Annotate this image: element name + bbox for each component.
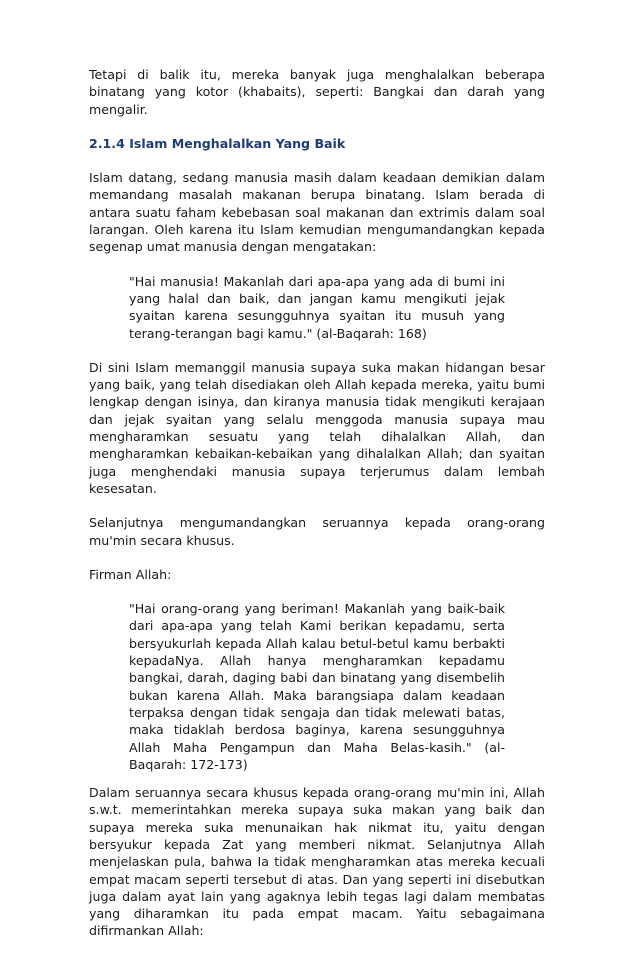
quran-quote: "Hai orang-orang yang beriman! Makanlah yang baik-baik dari apa-apa yang telah Kami berikan kepadamu, serta bersyukurlah kepada Allah kalau betul-betul kamu berbakti kepadaNya. Allah hanya mengharamkan kepadamu bangkai, darah, daging babi dan binatang yang disembelih bukan karena Allah. Maka barangsiapa dalam keadaan terpaksa dengan tidak sengaja dan tidak melewati batas, maka tidaklah berdosa baginya, karena sesungguhnya Allah Maha Pengampun dan Maha Belas-kasih." (al-Baqarah: 172-173) (129, 601, 505, 772)
spacer (89, 774, 545, 784)
body-paragraph: Dalam seruannya secara khusus kepada orang-orang mu'min ini, Allah s.w.t. memerintahkan mereka supaya suka makan yang baik dan supaya mereka suka menunaikan hak nikmat itu, yaitu dengan bersyukur kepada Zat yang memberi nikmat. Selanjutnya Allah menjelaskan pula, bahwa Ia tidak mengharamkan atas mereka kecuali empat macam seperti tersebut di atas. Dan yang seperti ini disebutkan juga dalam ayat lain yang agaknya lebih tegas lagi dalam membatas yang diharamkan itu pada empat macam. Yaitu sebagaimana difirmankan Allah: (89, 785, 545, 939)
body-paragraph: Islam datang, sedang manusia masih dalam keadaan demikian dalam memandang masalah makanan berupa binatang. Islam berada di antara suatu faham kebebasan soal makanan dan extrimis dalam soal larangan. Oleh karena itu Islam kemudian mengumandangkan kepada segenap umat manusia dengan mengatakan: (89, 170, 545, 255)
section-heading: 2.1.4 Islam Menghalalkan Yang Baik (89, 135, 346, 151)
document-page (89, 66, 545, 957)
intro-paragraph: Tetapi di balik itu, mereka banyak juga menghalalkan beberapa binatang yang kotor (khabaits), seperti: Bangkai dan darah yang mengalir. (89, 67, 545, 117)
body-paragraph: Di sini Islam memanggil manusia supaya suka makan hidangan besar yang baik, yang telah disediakan oleh Allah kepada mereka, yaitu bumi lengkap dengan isinya, dan kiranya manusia tidak mengikuti kerajaan dan jejak syaitan yang selalu menggoda manusia supaya mau mengharamkan sesuatu yang telah dihalalkan Allah, dan mengharamkan kebaikan-kebaikan yang dihalalkan Allah; dan syaitan juga menghendaki manusia supaya terjerumus dalam lembah kesesatan. (89, 359, 545, 496)
body-paragraph: Selanjutnya mengumandangkan seruannya kepada orang-orang mu'min secara khusus. (89, 515, 545, 548)
quran-quote: "Hai manusia! Makanlah dari apa-apa yang ada di bumi ini yang halal dan baik, dan jangan kamu mengikuti jejak syaitan karena sesungguhnya syaitan itu musuh yang terang-terangan bagi kamu." (al-Baqarah: 168) (129, 273, 505, 341)
body-paragraph: Firman Allah: (89, 566, 172, 582)
